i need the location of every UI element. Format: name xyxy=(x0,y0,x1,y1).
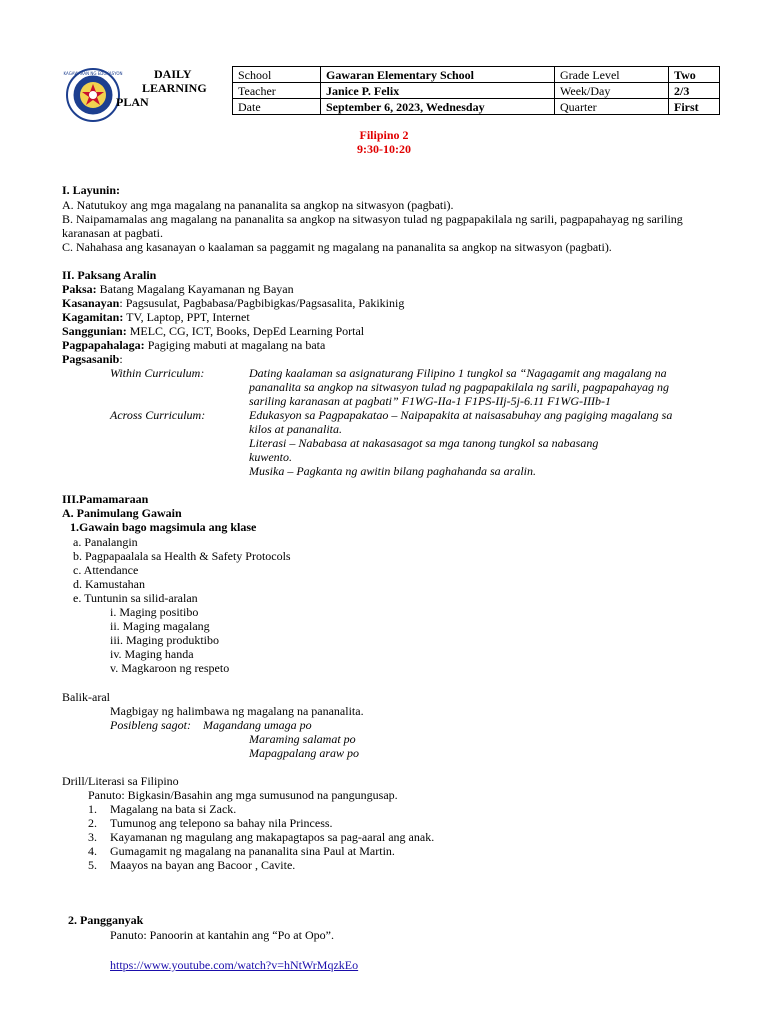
paksa-value: Batang Magalang Kayamanan ng Bayan xyxy=(96,282,294,296)
drill-text: Tumunog ang telepono sa bahay nila Princess. xyxy=(110,816,333,830)
pagpapahalaga-label: Pagpapahalaga: xyxy=(62,338,145,352)
value-week-day: 2/3 xyxy=(669,83,720,99)
list-item: e. Tuntunin sa silid-aralan xyxy=(73,591,198,605)
header-info-table xyxy=(232,66,720,115)
title-line-plan: PLAN xyxy=(116,95,149,109)
drill-num: 5. xyxy=(88,858,97,872)
balik-aral-label: Balik-aral xyxy=(62,690,110,704)
kasanayan-label: Kasanayan xyxy=(62,296,120,310)
label-date: Date xyxy=(233,99,321,115)
drill-text: Gumagamit ng magalang na pananalita sina Paul at Martin. xyxy=(110,844,395,858)
label-week-day: Week/Day xyxy=(555,83,669,99)
rule-item: iii. Maging produktibo xyxy=(110,633,219,647)
label-school: School xyxy=(233,67,321,83)
kagamitan-value: TV, Laptop, PPT, Internet xyxy=(123,310,250,324)
title-line-daily: DAILY xyxy=(154,67,192,81)
pamamaraan-heading: III.Pamamaraan xyxy=(62,492,149,506)
within-line-2: pananalita sa angkop na sitwasyon tulad ng pagpapakilala ng sarili, pagpapahayag ng xyxy=(249,380,669,394)
drill-num: 3. xyxy=(88,830,97,844)
subject-title: Filipino 2 xyxy=(359,128,409,142)
header-row-teacher xyxy=(233,83,720,99)
kasanayan-line xyxy=(62,296,404,310)
header-row-school xyxy=(233,67,720,83)
deped-seal-logo xyxy=(62,67,124,123)
across-curriculum-label: Across Curriculum: xyxy=(110,408,206,422)
drill-text: Kayamanan ng magulang ang makapagtapos sa pag-aaral ang anak. xyxy=(110,830,435,844)
layunin-b-cont: karanasan at pagbati. xyxy=(62,226,163,240)
label-quarter: Quarter xyxy=(555,99,669,115)
drill-label: Drill/Literasi sa Filipino xyxy=(62,774,179,788)
paksang-aralin-heading: II. Paksang Aralin xyxy=(62,268,157,282)
layunin-b: B. Naipamamalas ang magalang na pananalita sa angkop na sitwasyon tulad ng pagpapakilala ng sarili, pagpapahayag ng sariling xyxy=(62,212,683,226)
sanggunian-line xyxy=(62,324,364,338)
drill-instruction: Panuto: Bigkasin/Basahin ang mga sumusunod na pangungusap. xyxy=(88,788,398,802)
rule-item: ii. Maging magalang xyxy=(110,619,210,633)
pagpapahalaga-line xyxy=(62,338,325,352)
within-line-1: Dating kaalaman sa asignaturang Filipino 1 tungkol sa “Nagagamit ang magalang na xyxy=(249,366,667,380)
kagamitan-line xyxy=(62,310,250,324)
subject-time: 9:30-10:20 xyxy=(357,142,411,156)
sanggunian-label: Sanggunian: xyxy=(62,324,127,338)
within-line-3: sariling karanasan at pagbati” F1WG-IIa-1 F1PS-IIj-5j-6.11 F1WG-IIIb-1 xyxy=(249,394,612,408)
across-line-3: Literasi – Nababasa at nakasasagot sa mga tanong tungkol sa nabasang xyxy=(249,436,599,450)
drill-text: Maayos na bayan ang Bacoor , Cavite. xyxy=(110,858,296,872)
value-date: September 6, 2023, Wednesday xyxy=(321,99,555,115)
posibleng-sagot-1: Magandang umaga po xyxy=(203,718,312,732)
label-grade-level: Grade Level xyxy=(555,67,669,83)
list-item: d. Kamustahan xyxy=(73,577,145,591)
pagpapahalaga-value: Pagiging mabuti at magalang na bata xyxy=(144,338,326,352)
paksa-line xyxy=(62,282,294,296)
drill-num: 4. xyxy=(88,844,97,858)
drill-num: 1. xyxy=(88,802,97,816)
rule-item: iv. Maging handa xyxy=(110,647,194,661)
youtube-link-wrapper xyxy=(110,958,358,972)
svg-text:KAGAWARAN NG EDUKASYON: KAGAWARAN NG EDUKASYON xyxy=(63,71,123,76)
posibleng-sagot-3: Mapagpalang araw po xyxy=(249,746,360,760)
posibleng-sagot-label: Posibleng sagot: xyxy=(110,718,191,732)
label-teacher: Teacher xyxy=(233,83,321,99)
across-line-2: kilos at pananalita. xyxy=(249,422,342,436)
list-item: b. Pagpapaalala sa Health & Safety Protocols xyxy=(73,549,291,563)
value-grade-level: Two xyxy=(669,67,720,83)
layunin-c: C. Nahahasa ang kasanayan o kaalaman sa paggamit ng magalang na pananalita sa angkop na sitwasyon (pagbati). xyxy=(62,240,612,254)
drill-num: 2. xyxy=(88,816,97,830)
rule-item: v. Magkaroon ng respeto xyxy=(110,661,230,675)
kagamitan-label: Kagamitan: xyxy=(62,310,124,324)
pagsasanib-colon: : xyxy=(119,352,123,366)
pagsasanib-line xyxy=(62,352,123,366)
drill-item xyxy=(88,844,395,858)
across-line-5: Musika – Pagkanta ng awitin bilang paghahanda sa aralin. xyxy=(249,464,536,478)
pagsasanib-label: Pagsasanib xyxy=(62,352,120,366)
gawain-bago-heading: 1.Gawain bago magsimula ang klase xyxy=(70,520,257,534)
rule-item: i. Maging positibo xyxy=(110,605,199,619)
pangganyak-instruction: Panuto: Panoorin at kantahin ang “Po at Opo”. xyxy=(110,928,334,942)
pangganyak-heading: 2. Pangganyak xyxy=(68,913,144,927)
value-school: Gawaran Elementary School xyxy=(321,67,555,83)
posibleng-sagot-2: Maraming salamat po xyxy=(249,732,356,746)
value-teacher: Janice P. Felix xyxy=(321,83,555,99)
value-quarter: First xyxy=(669,99,720,115)
header-row-date xyxy=(233,99,720,115)
paksa-label: Paksa: xyxy=(62,282,97,296)
list-item: a. Panalangin xyxy=(73,535,138,549)
drill-text: Magalang na bata si Zack. xyxy=(110,802,237,816)
balik-aral-text: Magbigay ng halimbawa ng magalang na pananalita. xyxy=(110,704,364,718)
panimulang-gawain-heading: A. Panimulang Gawain xyxy=(62,506,182,520)
title-line-learning: LEARNING xyxy=(142,81,207,95)
kasanayan-value: : Pagsusulat, Pagbabasa/Pagbibigkas/Pagsasalita, Pakikinig xyxy=(119,296,405,310)
drill-item xyxy=(88,802,236,816)
drill-item xyxy=(88,816,333,830)
sanggunian-value: MELC, CG, ICT, Books, DepEd Learning Portal xyxy=(126,324,365,338)
across-line-1: Edukasyon sa Pagpapakatao – Naipapakita at naisasabuhay ang pagiging magalang sa xyxy=(249,408,673,422)
drill-item xyxy=(88,830,434,844)
within-curriculum-label: Within Curriculum: xyxy=(110,366,205,380)
list-item: c. Attendance xyxy=(73,563,139,577)
layunin-a: A. Natutukoy ang mga magalang na pananalita sa angkop na sitwasyon (pagbati). xyxy=(62,198,454,212)
across-line-4: kuwento. xyxy=(249,450,292,464)
youtube-link[interactable]: https://www.youtube.com/watch?v=hNtWrMqzkEo xyxy=(110,958,359,972)
layunin-heading: I. Layunin: xyxy=(62,183,121,197)
daily-learning-plan-title xyxy=(116,67,226,109)
drill-item xyxy=(88,858,295,872)
